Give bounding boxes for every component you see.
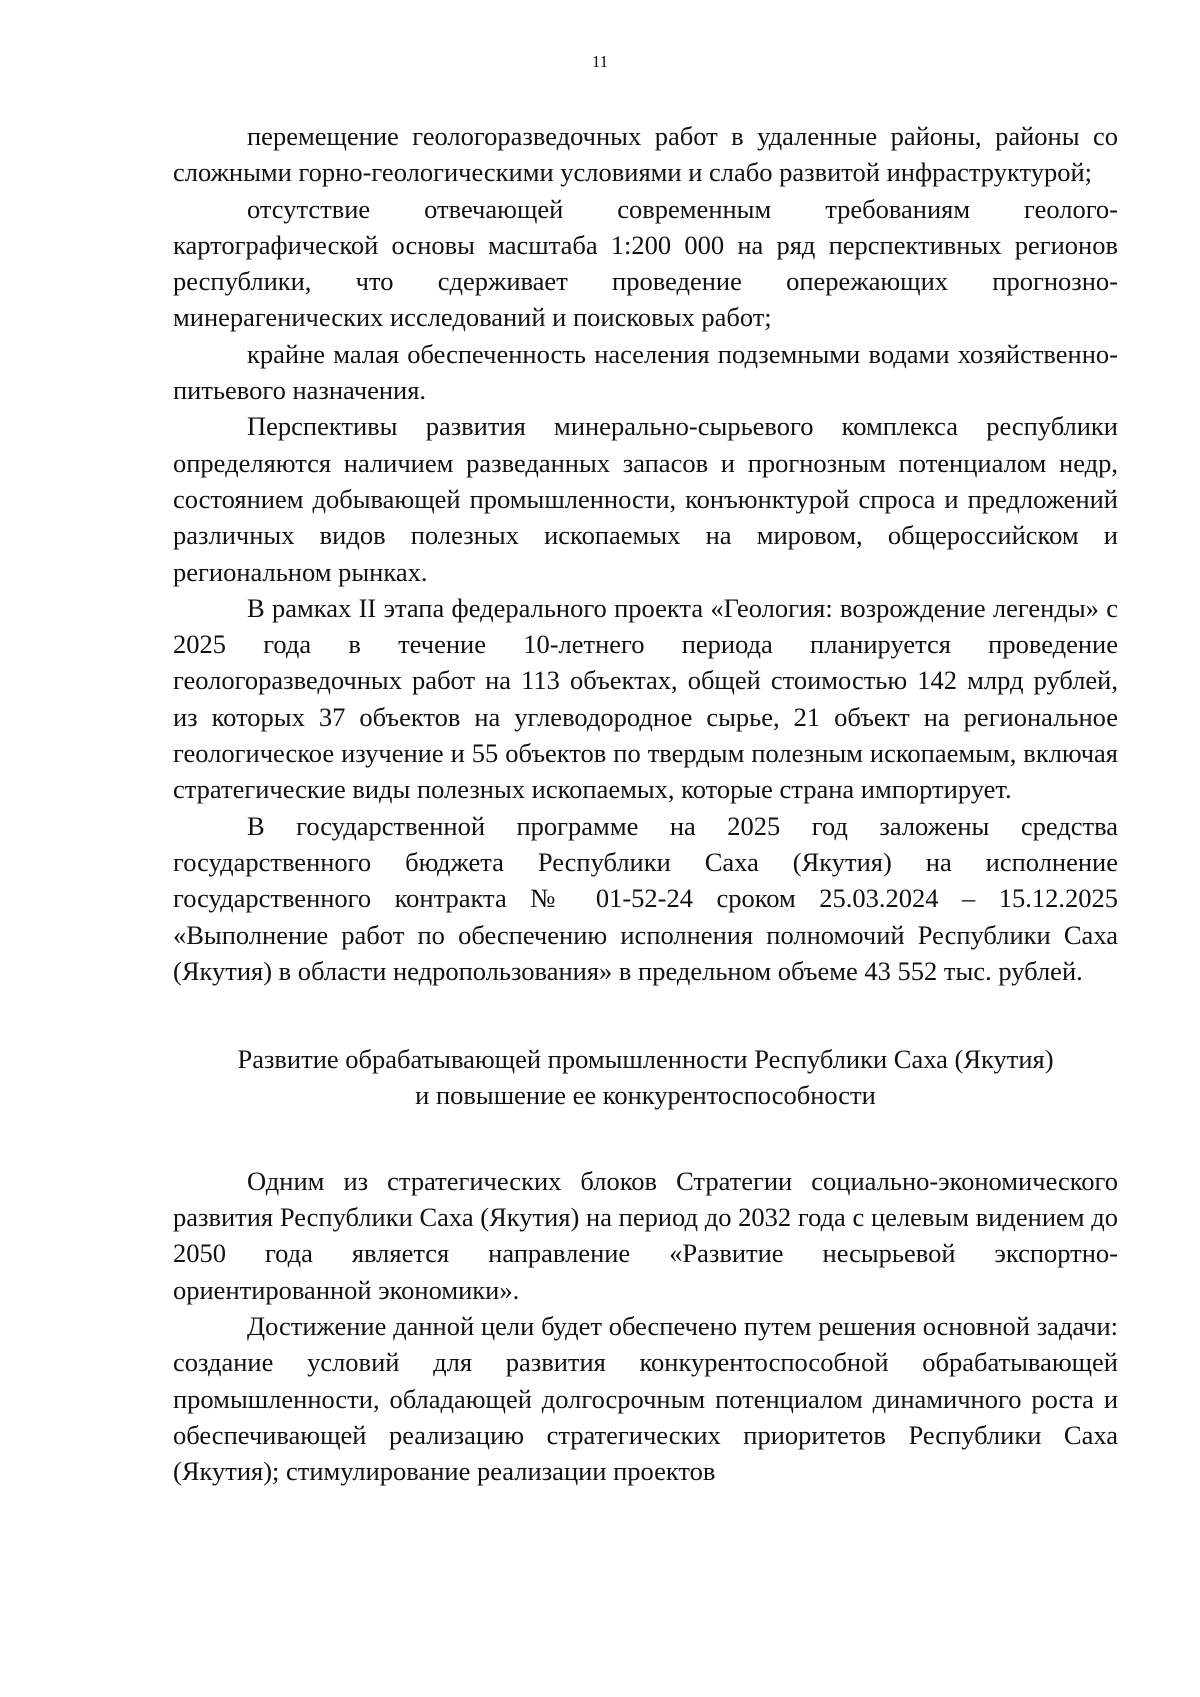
section-heading: [173, 1041, 1118, 1114]
paragraph-strategy-block: Одним из стратегических блоков Стратегии социально-экономического развития Республики Саха (Якутия) на период до 2032 года с целевым видением до 2050 года является направление «Развитие несырьевой экспортно-ориентированной экономики».: [173, 1165, 1118, 1305]
document-body: [173, 118, 1118, 1489]
paragraph-federal-project: В рамках II этапа федерального проекта «Геология: возрождение легенды» с 2025 года в течение 10-летнего периода планируется проведение геологоразведочных работ на 113 объектах, общей стоимостью 142 млрд рублей, из которых 37 объектов на углеводородное сырье, 21 объект на региональное геологическое изучение и 55 объектов по твердым полезным ископаемым, включая стратегические виды полезных ископаемых, которые страна импортирует.: [173, 592, 1118, 805]
page-number: 11: [591, 52, 609, 71]
paragraph-cartographic-basis: отсутствие отвечающей современным требованиям геолого-картографической основы масштаба 1:200 000 на ряд перспективных регионов республики, что сдерживает проведение опережающих прогнозно-минерагенических исследований и поисковых работ;: [173, 193, 1118, 333]
paragraph-state-program: В государственной программе на 2025 год заложены средства государственного бюджета Республики Саха (Якутия) на исполнение государственного контракта № 01-52-24 сроком 25.03.2024 – 15.12.2025 «Выполнение работ по обеспечению исполнения полномочий Республики Саха (Якутия) в области недропользования» в предельном объеме 43 552 тыс. рублей.: [173, 810, 1118, 986]
section-heading-line-1: Развитие обрабатывающей промышленности Республики Саха (Якутия): [237, 1044, 1054, 1075]
paragraph-groundwater: крайне малая обеспеченность населения подземными водами хозяйственно-питьевого назначения.: [173, 338, 1118, 406]
paragraph-goal-achievement: Достижение данной цели будет обеспечено путем решения основной задачи: создание условий для развития конкурентоспособной обрабатывающей промышленности, обладающей долгосрочным потенциалом динамичного роста и обеспечивающей реализацию стратегических приоритетов Республики Саха (Якутия); стимулирование реализации проектов: [173, 1310, 1118, 1487]
section-heading-line-2: и повышение ее конкурентоспособности: [415, 1080, 876, 1111]
paragraph-remote-regions: перемещение геологоразведочных работ в удаленные районы, районы со сложными горно-геологическими условиями и слабо развитой инфраструктурой;: [173, 121, 1118, 188]
paragraph-prospects: Перспективы развития минерально-сырьевого комплекса республики определяются наличием разведанных запасов и прогнозным потенциалом недр, состоянием добывающей промышленности, конъюнктурой спроса и предложений различных видов полезных ископаемых на мировом, общероссийском и региональном рынках.: [173, 411, 1118, 587]
